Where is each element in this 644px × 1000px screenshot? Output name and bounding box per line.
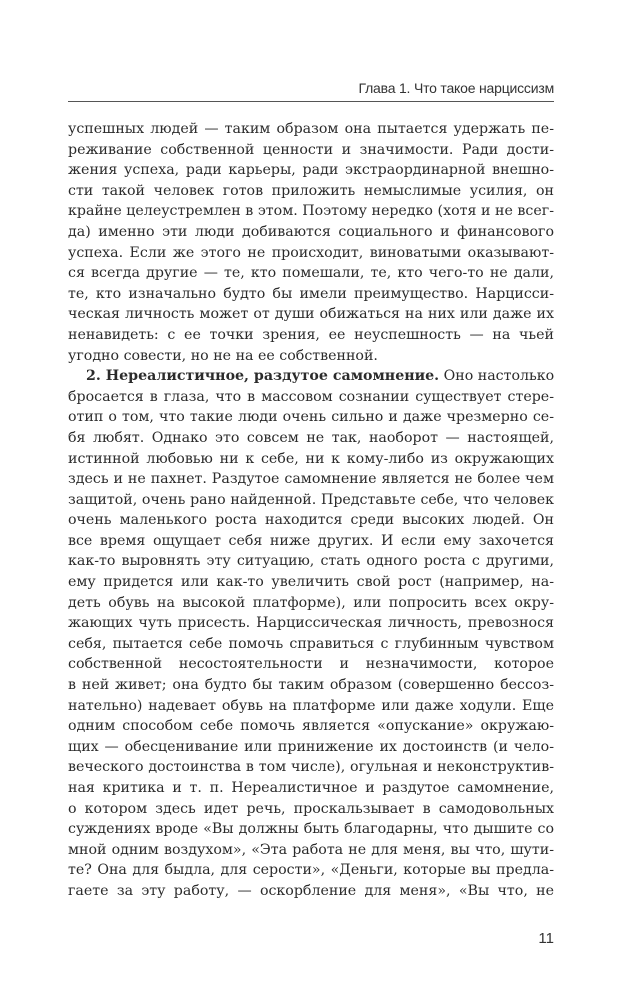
text-line: жающих чуть присесть. Нарциссическая личность, превознося bbox=[68, 615, 554, 632]
text-line: бросается в глаза, что в массовом сознании существует стере- bbox=[68, 388, 554, 405]
text-line: защитой, очень рано найденной. Представьте себе, что человек bbox=[68, 491, 554, 508]
text-line: отип о том, что такие люди очень сильно и даже чрезмерно се- bbox=[68, 409, 554, 426]
text-line: реживание собственной ценности и значимости. Ради дости- bbox=[68, 141, 554, 158]
text-line: одним способом себе помочь является «опускание» окружаю- bbox=[68, 718, 554, 735]
text-run: Оно настолько bbox=[439, 368, 555, 385]
text-line: о котором здесь идет речь, проскальзывает в самодовольных bbox=[68, 800, 554, 817]
section-heading-line bbox=[68, 366, 554, 387]
page-number: 11 bbox=[538, 930, 554, 947]
text-line: щих — обесценивание или принижение их достоинств (и чело- bbox=[68, 738, 554, 755]
text-line: себя, пытается себе помочь справиться с глубинным чувством bbox=[68, 635, 554, 652]
text-line: да) именно эти люди добиваются социального и финансового bbox=[68, 223, 554, 240]
text-line: веческого достоинства в том числе), огульная и неконструктив- bbox=[68, 759, 554, 776]
text-line: те? Она для быдла, для серости», «Деньги, которые вы предла- bbox=[68, 862, 554, 879]
text-line: нательно) надевает обувь на платформе или даже ходули. Еще bbox=[68, 697, 554, 714]
running-head: Глава 1. Что такое нарциссизм bbox=[358, 80, 554, 96]
text-line: те, кто изначально будто бы имели преимущество. Нарцисси- bbox=[68, 285, 554, 302]
header-rule bbox=[68, 101, 554, 102]
text-line: в ней живет; она будто бы таким образом (совершенно бессоз- bbox=[68, 677, 554, 694]
text-line: бя любят. Однако это совсем не так, наоборот — настоящей, bbox=[68, 429, 554, 446]
text-line: мной одним воздухом», «Эта работа не для меня, вы что, шути- bbox=[68, 841, 554, 858]
section-heading: 2. Нереалистичное, раздутое самомнение. bbox=[86, 368, 440, 385]
text-line: очень маленького роста находится среди высоких людей. Он bbox=[68, 512, 554, 529]
text-line: ная критика и т. п. Нереалистичное и раздутое самомнение, bbox=[68, 780, 554, 796]
text-line: ся всегда другие — те, кто помешали, те, кто чего-то не дали, bbox=[68, 265, 554, 282]
text-line: крайне целеустремлен в этом. Поэтому нередко (хотя и не всег- bbox=[68, 203, 554, 220]
text-line: жения успеха, ради карьеры, ради экстраординарной внешно- bbox=[68, 162, 554, 179]
text-line: суждениях вроде «Вы должны быть благодарны, что дышите со bbox=[68, 821, 554, 838]
text-line: здесь и не пахнет. Раздутое самомнение является не более чем bbox=[68, 471, 554, 488]
text-line: истинной любовью ни к себе, ни к кому-либо из окружающих bbox=[68, 450, 554, 467]
text-line: ему придется или как-то увеличить свой рост (например, на- bbox=[68, 574, 554, 591]
body-text bbox=[68, 119, 554, 902]
text-line: ческая личность может от души обижаться на них или даже их bbox=[68, 306, 554, 323]
text-line: успеха. Если же этого не происходит, виноватыми оказывают- bbox=[68, 244, 554, 261]
text-line: ненавидеть: с ее точки зрения, ее неуспешность — на чьей bbox=[68, 326, 554, 343]
text-line: угодно совести, но не на ее собственной. bbox=[68, 347, 378, 364]
text-line: как-то выровнять эту ситуацию, стать одного роста с другими, bbox=[68, 553, 554, 570]
text-line: собственной несостоятельности и незначимости, которое bbox=[68, 656, 554, 673]
text-line: успешных людей — таким образом она пытается удержать пе- bbox=[68, 121, 554, 137]
text-line: сти такой человек готов приложить немыслимые усилия, он bbox=[68, 182, 554, 199]
text-line: все время ощущает себя ниже других. И если ему захочется bbox=[68, 532, 554, 549]
text-line: деть обувь на высокой платформе), или попросить всех окру- bbox=[68, 594, 554, 611]
text-line: гаете за эту работу, — оскорбление для меня», «Вы что, не bbox=[68, 882, 554, 899]
